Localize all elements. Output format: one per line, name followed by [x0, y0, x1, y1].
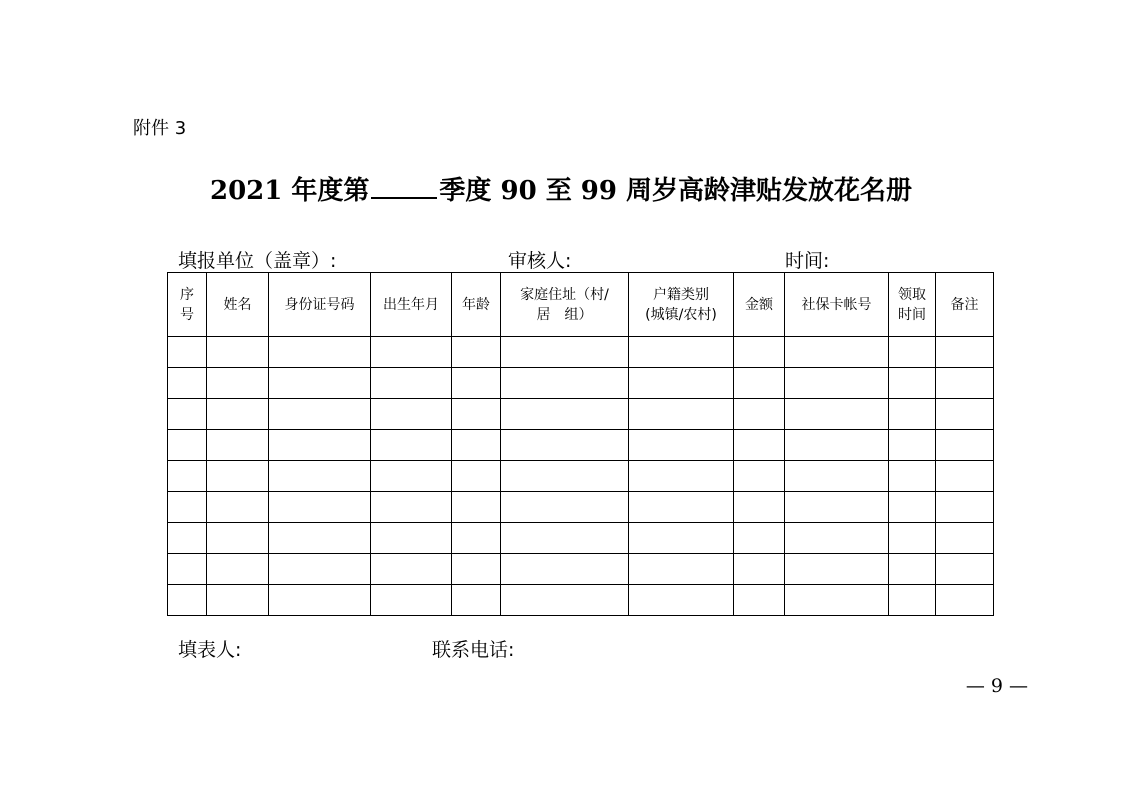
table-cell[interactable] — [269, 368, 371, 399]
table-cell[interactable] — [785, 430, 889, 461]
table-cell[interactable] — [889, 585, 936, 616]
table-cell[interactable] — [501, 523, 629, 554]
filler-label: 填表人: — [178, 639, 242, 661]
table-row — [168, 461, 994, 492]
table-row — [168, 585, 994, 616]
table-cell[interactable] — [629, 337, 734, 368]
table-row — [168, 399, 994, 430]
table-cell[interactable] — [889, 554, 936, 585]
table-cell[interactable] — [371, 430, 452, 461]
table-row — [168, 430, 994, 461]
table-cell[interactable] — [269, 554, 371, 585]
table-cell[interactable] — [452, 492, 501, 523]
table-cell[interactable] — [168, 430, 207, 461]
table-cell[interactable] — [734, 337, 785, 368]
header-serial: 序 号 — [168, 273, 207, 337]
table-row — [168, 492, 994, 523]
table-cell[interactable] — [889, 430, 936, 461]
table-cell[interactable] — [207, 368, 269, 399]
table-cell[interactable] — [734, 461, 785, 492]
table-cell[interactable] — [371, 523, 452, 554]
table-cell[interactable] — [785, 399, 889, 430]
header-address: 家庭住址（村/ 居 组） — [501, 273, 629, 337]
table-cell[interactable] — [889, 399, 936, 430]
table-row — [168, 523, 994, 554]
table-cell[interactable] — [207, 492, 269, 523]
table-row — [168, 368, 994, 399]
table-cell[interactable] — [452, 554, 501, 585]
table-cell[interactable] — [889, 337, 936, 368]
table-cell[interactable] — [207, 337, 269, 368]
table-cell[interactable] — [889, 523, 936, 554]
table-cell[interactable] — [168, 554, 207, 585]
table-cell[interactable] — [936, 430, 994, 461]
table-cell[interactable] — [269, 461, 371, 492]
table-cell[interactable] — [207, 585, 269, 616]
table-cell[interactable] — [734, 368, 785, 399]
table-cell[interactable] — [207, 554, 269, 585]
table-cell[interactable] — [936, 523, 994, 554]
title-part-2: 季度 90 至 99 周岁高龄津贴发放花名册 — [439, 176, 912, 206]
title-part-1: 2021 年度第 — [210, 176, 370, 206]
table-cell[interactable] — [269, 523, 371, 554]
table-cell[interactable] — [501, 337, 629, 368]
table-cell[interactable] — [889, 492, 936, 523]
table-row — [168, 554, 994, 585]
table-cell[interactable] — [785, 554, 889, 585]
table-cell[interactable] — [501, 585, 629, 616]
table-cell[interactable] — [501, 368, 629, 399]
table-cell[interactable] — [452, 399, 501, 430]
header-name: 姓名 — [207, 273, 269, 337]
table-cell[interactable] — [501, 492, 629, 523]
table-cell[interactable] — [501, 399, 629, 430]
quarter-blank-line — [371, 175, 437, 199]
table-cell[interactable] — [785, 368, 889, 399]
header-amount: 金额 — [734, 273, 785, 337]
page-number: — 9 — — [965, 675, 1028, 697]
header-remarks: 备注 — [936, 273, 994, 337]
table-cell[interactable] — [936, 554, 994, 585]
header-id-number: 身份证号码 — [269, 273, 371, 337]
table-body — [168, 337, 994, 616]
contact-phone-label: 联系电话: — [432, 639, 515, 661]
table-cell[interactable] — [629, 430, 734, 461]
table-cell[interactable] — [629, 554, 734, 585]
table-cell[interactable] — [936, 368, 994, 399]
table-cell[interactable] — [269, 399, 371, 430]
table-cell[interactable] — [936, 461, 994, 492]
table-row — [168, 337, 994, 368]
header-social-card: 社保卡帐号 — [785, 273, 889, 337]
table-cell[interactable] — [371, 368, 452, 399]
attachment-label: 附件 3 — [133, 118, 187, 139]
table-cell[interactable] — [168, 585, 207, 616]
table-cell[interactable] — [734, 430, 785, 461]
table-cell[interactable] — [629, 399, 734, 430]
table-cell[interactable] — [207, 461, 269, 492]
table-cell[interactable] — [785, 492, 889, 523]
table-cell[interactable] — [734, 585, 785, 616]
table-cell[interactable] — [936, 585, 994, 616]
table-cell[interactable] — [269, 585, 371, 616]
table-cell[interactable] — [785, 461, 889, 492]
table-cell[interactable] — [168, 523, 207, 554]
table-cell[interactable] — [269, 337, 371, 368]
table-cell[interactable] — [629, 492, 734, 523]
table-cell[interactable] — [269, 492, 371, 523]
table-cell[interactable] — [501, 430, 629, 461]
table-cell[interactable] — [785, 337, 889, 368]
table-cell[interactable] — [371, 461, 452, 492]
table-cell[interactable] — [734, 492, 785, 523]
table-cell[interactable] — [371, 585, 452, 616]
table-cell[interactable] — [371, 399, 452, 430]
table-cell[interactable] — [168, 337, 207, 368]
table-cell[interactable] — [269, 430, 371, 461]
table-cell[interactable] — [452, 430, 501, 461]
reviewer-label: 审核人: — [508, 250, 572, 272]
table-cell[interactable] — [452, 337, 501, 368]
time-label: 时间: — [785, 250, 830, 272]
table-cell[interactable] — [452, 585, 501, 616]
header-household-type: 户籍类别 (城镇/农村) — [629, 273, 734, 337]
table-cell[interactable] — [168, 461, 207, 492]
document-title — [0, 170, 1122, 207]
table-cell[interactable] — [207, 430, 269, 461]
table-cell[interactable] — [629, 368, 734, 399]
table-cell[interactable] — [452, 461, 501, 492]
table-cell[interactable] — [629, 523, 734, 554]
table-cell[interactable] — [207, 399, 269, 430]
table-cell[interactable] — [785, 523, 889, 554]
table-cell[interactable] — [734, 399, 785, 430]
table-cell[interactable] — [452, 368, 501, 399]
table-cell[interactable] — [501, 554, 629, 585]
table-cell[interactable] — [629, 461, 734, 492]
table-cell[interactable] — [371, 337, 452, 368]
roster-table — [167, 272, 994, 616]
table-cell[interactable] — [168, 399, 207, 430]
table-cell[interactable] — [936, 337, 994, 368]
table-cell[interactable] — [168, 368, 207, 399]
table-cell[interactable] — [785, 585, 889, 616]
table-cell[interactable] — [734, 554, 785, 585]
table-cell[interactable] — [889, 461, 936, 492]
header-age: 年龄 — [452, 273, 501, 337]
table-cell[interactable] — [734, 523, 785, 554]
table-header-row — [168, 273, 994, 337]
table-cell[interactable] — [371, 492, 452, 523]
header-receive-time: 领取 时间 — [889, 273, 936, 337]
table-cell[interactable] — [889, 368, 936, 399]
table-cell[interactable] — [371, 554, 452, 585]
table-cell[interactable] — [207, 523, 269, 554]
table-cell[interactable] — [936, 492, 994, 523]
table-cell[interactable] — [936, 399, 994, 430]
table-cell[interactable] — [452, 523, 501, 554]
reporting-unit-label: 填报单位（盖章）: — [178, 250, 337, 272]
table-cell[interactable] — [501, 461, 629, 492]
header-birth-date: 出生年月 — [371, 273, 452, 337]
table-cell[interactable] — [629, 585, 734, 616]
table-cell[interactable] — [168, 492, 207, 523]
